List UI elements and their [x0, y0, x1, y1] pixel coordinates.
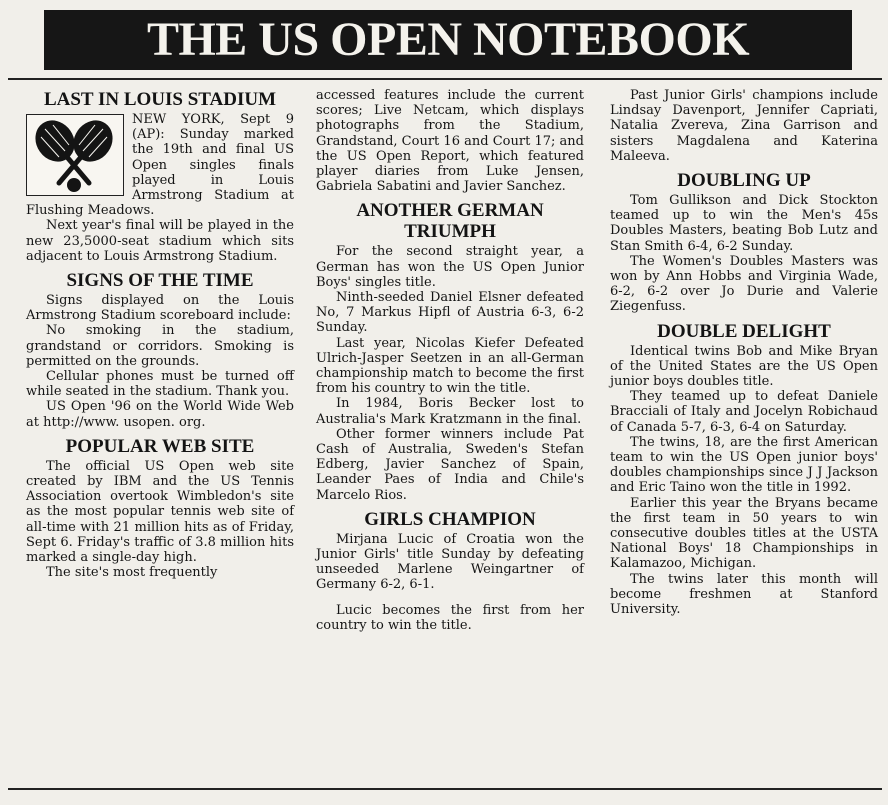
paragraph: Last year, Nicolas Kiefer Defeated Ulrich-Jasper Seetzen in an all-German championship match to become the first from his country to win the title. [316, 335, 584, 397]
column-2 [316, 88, 584, 633]
paragraph: Lucic becomes the first from her country to win the title. [316, 602, 584, 633]
paragraph: Past Junior Girls' champions include Lindsay Davenport, Jennifer Capriati, Natalia Zvereva, Zina Garrison and sisters Magdalena and Katerina Maleeva. [610, 88, 878, 164]
headline-double-delight: DOUBLE DELIGHT [657, 320, 831, 342]
paragraph: Other former winners include Pat Cash of Australia, Sweden's Stefan Edberg, Javier Sanchez of Spain, Leander Paes of India and Chile's Marcelo Rios. [316, 426, 584, 503]
headline-last-in-louis-stadium: LAST IN LOUIS STADIUM [43, 89, 277, 110]
bottom-rule [8, 788, 882, 790]
column-1 [26, 88, 294, 580]
paragraph: The site's most frequently [46, 565, 218, 581]
tennis-rackets-icon [26, 114, 124, 196]
paragraph: The Women's Doubles Masters was won by Ann Hobbs and Virginia Wade, 6-2, 6-2 over Jo Durie and Valerie Ziegenfuss. [610, 253, 878, 315]
paragraph: Tom Gullikson and Dick Stockton teamed up to win the Men's 45s Doubles Masters, beating Bob Lutz and Stan Smith 6-4, 6-2 Sunday. [610, 193, 878, 254]
paragraph: They teamed up to defeat Daniele Bracciali of Italy and Jocelyn Robichaud of Canada 5-7, 6-3, 6-4 on Saturday. [610, 389, 878, 435]
paragraph: Ninth-seeded Daniel Elsner defeated No, 7 Markus Hipfl of Austria 6-3, 6-2 Sunday. [316, 290, 584, 336]
column-3 [610, 88, 878, 617]
paragraph: The twins later this month will become freshmen at Stanford University. [610, 571, 878, 618]
paragraph: Signs displayed on the Louis Armstrong Stadium scoreboard include: [26, 293, 294, 324]
headline-doubling-up: DOUBLING UP [677, 170, 811, 192]
paragraph: Next year's final will be played in the new 23,5000-seat stadium which sits adjacent to Louis Armstrong Stadium. [26, 218, 294, 264]
paragraph: Identical twins Bob and Mike Bryan of the United States are the US Open junior boys doubles title. [610, 343, 878, 390]
paragraph: The official US Open web site created by IBM and the US Tennis Association overtook Wimbledon's site as the most popular tennis web site of all-time with 21 million hits as of Friday, Sept 6. Friday's traffic of 3.8 million hits marked a single-day high. [26, 458, 294, 566]
paragraph: Mirjana Lucic of Croatia won the Junior Girls' title Sunday by defeating unseeded Marlene Weingartner of Germany 6-2, 6-1. [316, 531, 584, 593]
paragraph: Cellular phones must be turned off while seated in the stadium. Thank you. [26, 369, 294, 400]
paragraph: The twins, 18, are the first American team to win the US Open junior boys' doubles championships since J J Jackson and Eric Taino won the title in 1992. [610, 434, 878, 496]
headline-signs-of-the-time: SIGNS OF THE TIME [66, 270, 254, 292]
masthead-banner: THE US OPEN NOTEBOOK [44, 10, 852, 70]
paragraph: Earlier this year the Bryans became the first team in 50 years to win consecutive doubles titles at the USTA National Boys' 18 Championships in Kalamazoo, Michigan. [610, 495, 878, 572]
paragraph: In 1984, Boris Becker lost to Australia's Mark Kratzmann in the final. [316, 396, 584, 427]
paragraph: US Open '96 on the World Wide Web at http://www. usopen. org. [26, 399, 294, 430]
headline-girls-champion: GIRLS CHAMPION [364, 508, 536, 530]
paragraph: For the second straight year, a German has won the US Open Junior Boys' singles title. [316, 244, 584, 290]
headline-another-german-triumph: ANOTHER GERMAN TRIUMPH [356, 200, 544, 243]
paragraph: accessed features include the current scores; Live Netcam, which displays photographs from the Stadium, Grandstand, Court 16 and Court 17; and the US Open Report, which featured player diaries from Luke Jensen, Gabriela Sabatini and Javier Sanchez. [316, 88, 584, 195]
paragraph: No smoking in the stadium, grandstand or corridors. Smoking is permitted on the grounds. [26, 323, 294, 369]
headline-popular-web-site: POPULAR WEB SITE [65, 435, 255, 457]
top-rule [8, 78, 882, 80]
paragraph: NEW YORK, Sept 9 (AP): Sunday marked the 19th and final US Open singles finals played in Louis Armstrong Stadium at Flushing Meadows. [26, 112, 294, 219]
